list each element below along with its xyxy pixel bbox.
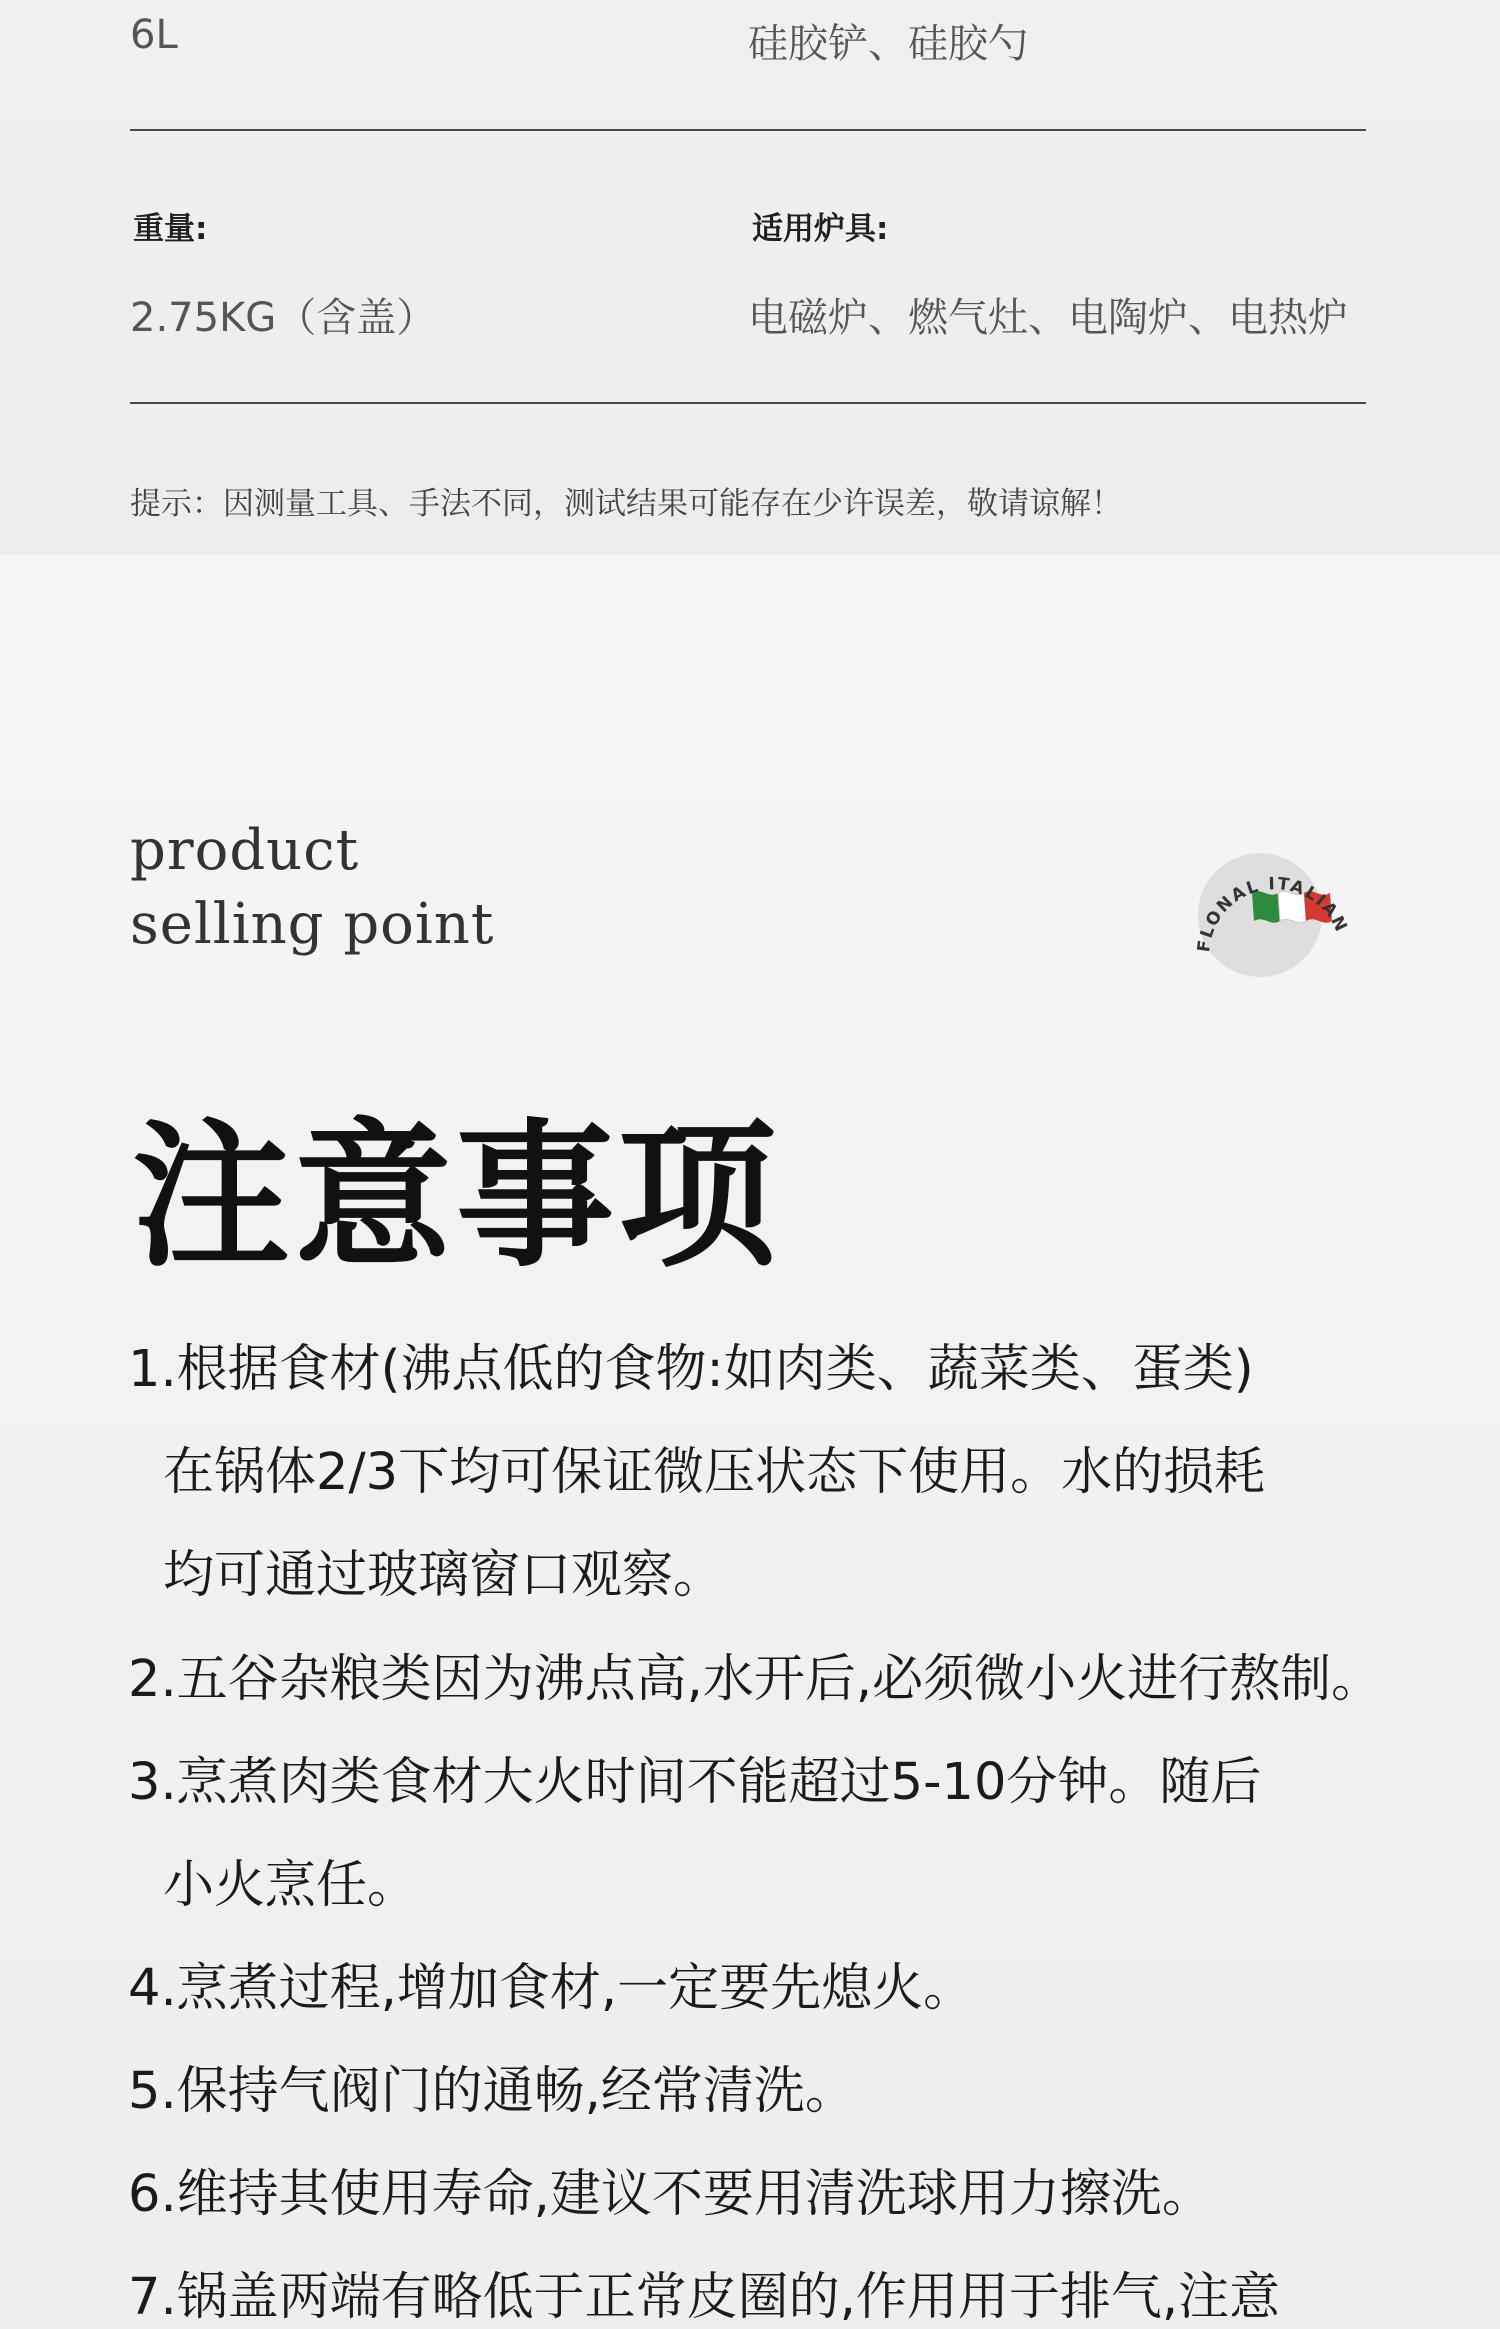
brand-badge [1150, 835, 1370, 995]
note-line: 4.烹煮过程,增加食材,一定要先熄火。 [128, 1959, 975, 2018]
note-line: 3.烹煮肉类食材大火时间不能超过5-10分钟。随后 [128, 1753, 1262, 1812]
stove-label: 适用炉具: [752, 211, 889, 247]
page-title: 注意事项 [132, 1105, 780, 1289]
note-line: 均可通过玻璃窗口观察。 [163, 1546, 725, 1605]
badge-text: FLONAL ITALIAN [1194, 874, 1352, 954]
spec-section [0, 0, 1500, 555]
selling-point-line-2: selling point [130, 892, 495, 957]
note-line: 小火烹任。 [163, 1856, 419, 1915]
divider [130, 402, 1366, 404]
note-line: 2.五谷杂粮类因为沸点高,水开后,必须微小火进行熬制。 [128, 1650, 1383, 1709]
selling-point-line-1: product [130, 818, 360, 883]
measurement-tip: 提示：因测量工具、手法不同，测试结果可能存在少许误差，敬请谅解！ [130, 486, 1122, 522]
note-line: 5.保持气阀门的通畅,经常清洗。 [128, 2062, 856, 2121]
divider [130, 129, 1366, 131]
weight-label: 重量: [133, 211, 208, 247]
note-line: 1.根据食材(沸点低的食物:如肉类、蔬菜类、蛋类) [128, 1340, 1254, 1399]
capacity-value: 6L [130, 12, 178, 58]
note-line: 在锅体2/3下均可保证微压状态下使用。水的损耗 [163, 1443, 1266, 1502]
weight-value: 2.75KG（含盖） [130, 295, 437, 341]
note-line: 7.锅盖两端有略低于正常皮圈的,作用用于排气,注意 [128, 2268, 1281, 2327]
stove-value: 电磁炉、燃气灶、电陶炉、电热炉 [748, 295, 1348, 341]
brand-badge-graphic [1150, 835, 1370, 995]
accessories-value: 硅胶铲、硅胶勺 [748, 21, 1028, 67]
note-line: 6.维持其使用寿命,建议不要用清洗球用力擦洗。 [128, 2165, 1213, 2224]
